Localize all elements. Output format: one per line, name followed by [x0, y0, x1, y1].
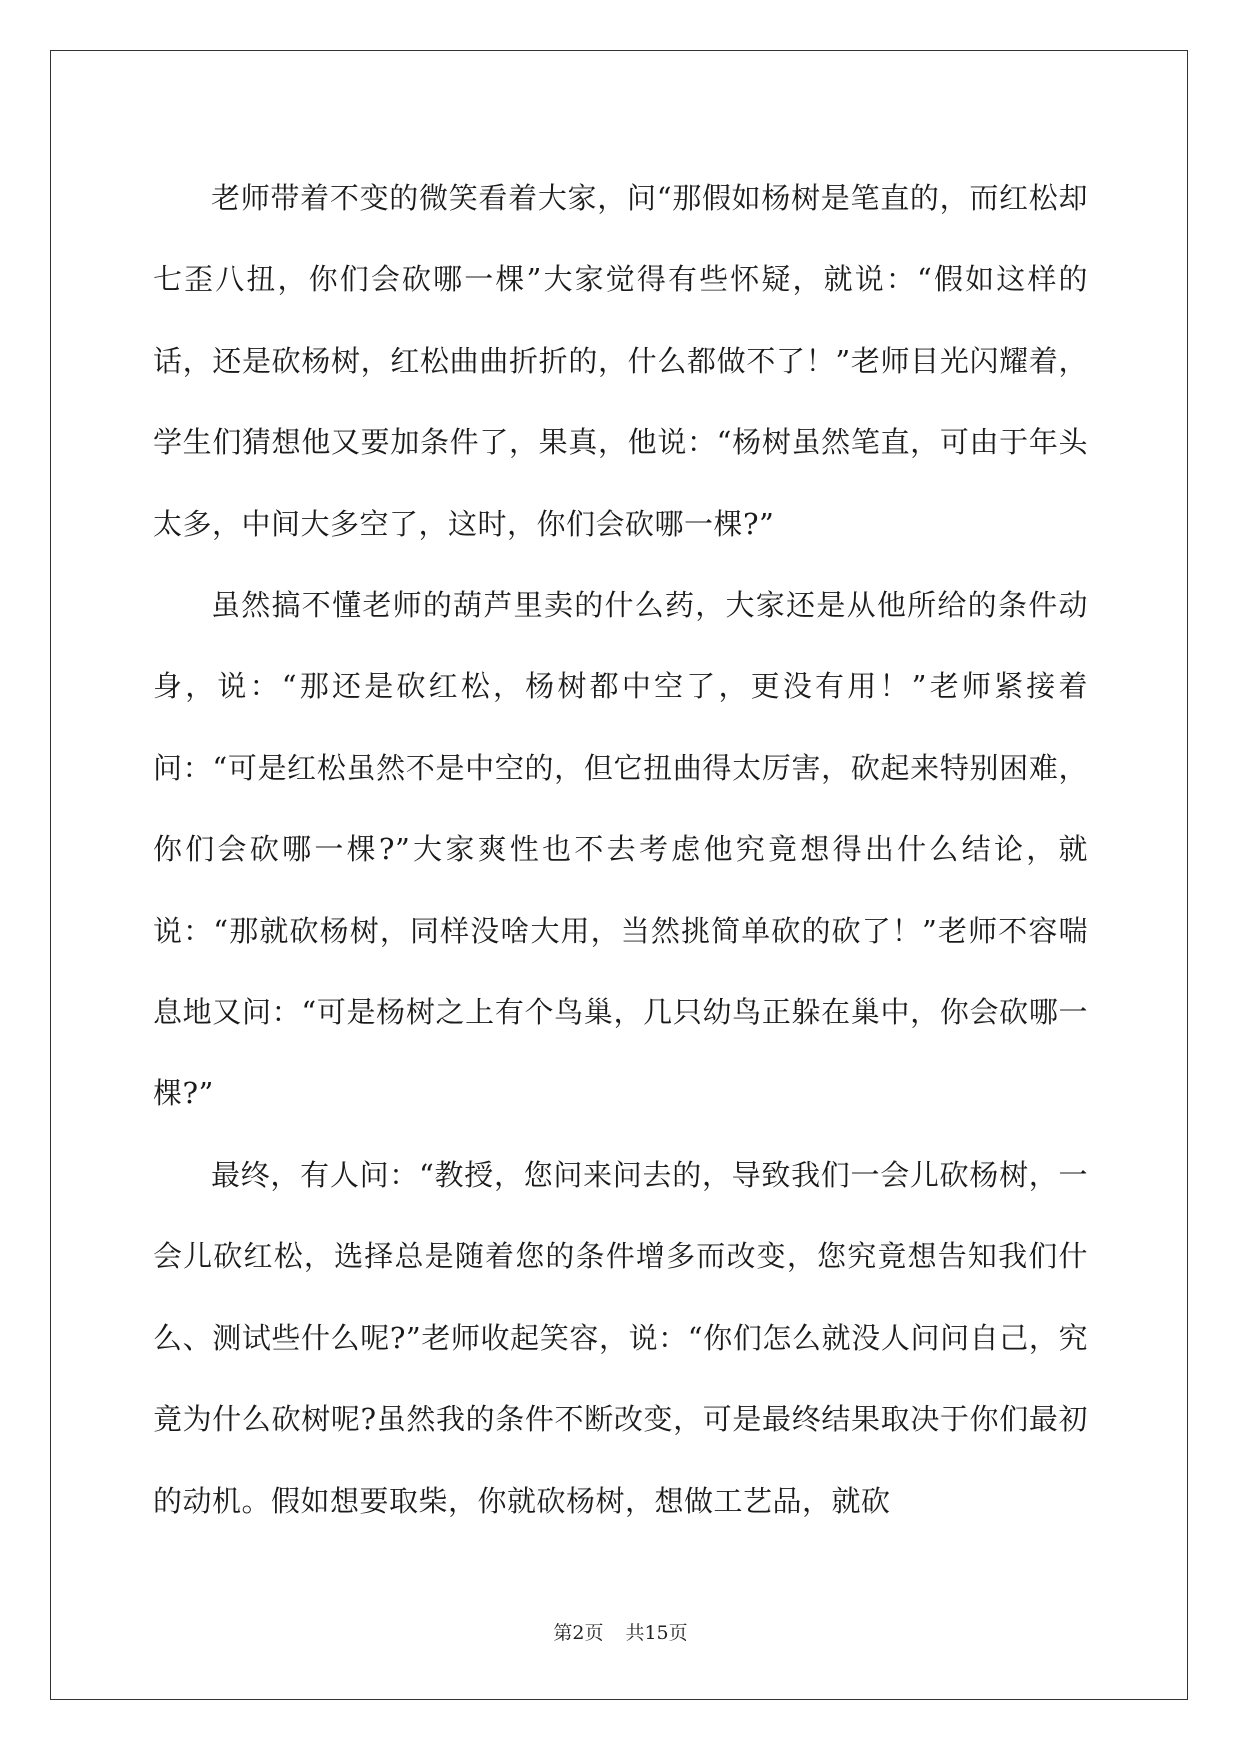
page-total: 共15页	[625, 1622, 688, 1644]
paragraph: 老师带着不变的微笑看着大家，问“那假如杨树是笔直的，而红松却七歪八扭，你们会砍哪一棵”大家觉得有些怀疑，就说：“假如这样的话，还是砍杨树，红松曲曲折折的，什么都做不了！”老师目光闪耀着，学生们猜想他又要加条件了，果真，他说：“杨树虽然笔直，可由于年头太多，中间大多空了，这时，你们会砍哪一棵?”	[153, 181, 1088, 541]
paragraph: 虽然搞不懂老师的葫芦里卖的什么药，大家还是从他所给的条件动身，说：“那还是砍红松，杨树都中空了，更没有用！”老师紧接着问：“可是红松虽然不是中空的，但它扭曲得太厉害，砍起来特别困难，你们会砍哪一棵?”大家爽性也不去考虑他究竟想得出什么结论，就说：“那就砍杨树，同样没啥大用，当然挑简单砍的砍了！”老师不容喘息地又问：“可是杨树之上有个鸟巢，几只幼鸟正躲在巢中，你会砍哪一棵?”	[153, 588, 1088, 1111]
page-footer	[0, 1618, 1241, 1645]
page-number: 第2页	[553, 1622, 604, 1644]
paragraph: 最终，有人问：“教授，您问来问去的，导致我们一会儿砍杨树，一会儿砍红松，选择总是随着您的条件增多而改变，您究竟想告知我们什么、测试些什么呢?”老师收起笑容，说：“你们怎么就没人问问自己，究竟为什么砍树呢?虽然我的条件不断改变，可是最终结果取决于你们最初的动机。假如想要取柴，你就砍杨树，想做工艺品，就砍	[153, 1157, 1088, 1518]
document-body	[153, 158, 1088, 1542]
